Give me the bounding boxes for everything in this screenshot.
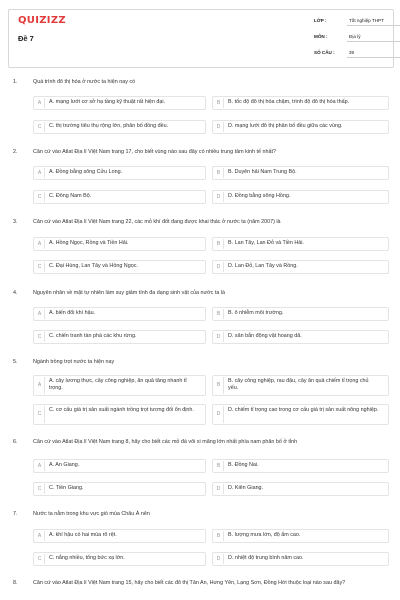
option-text: A. An Giang. [49, 462, 80, 468]
answer-option-b[interactable] [212, 459, 389, 473]
answer-option-a[interactable] [33, 307, 206, 321]
option-text: D. mạng lưới đô thị phân bố đều giữa các vùng. [228, 123, 343, 129]
question-text: Căn cứ vào Atlat Địa lí Việt Nam trang 15, hãy cho biết các đô thị Tân An, Hưng Yên, Lạng Sơn, Đồng Hới thuộc loại nào sau đây? [33, 580, 346, 586]
question-number: 8. [13, 580, 18, 586]
question-text: Căn cứ vào Atlat Địa lí Việt Nam trang 17, cho biết vùng nào sau đây có nhiều trung tâm kinh tế nhất? [33, 149, 276, 155]
answer-option-b[interactable] [212, 166, 389, 180]
answer-option-a[interactable] [33, 96, 206, 110]
question-text: Căn cứ vào Atlat Địa lí Việt Nam trang 22, các mỏ khí đốt đang được khai thác ở nước ta (năm 2007) là [33, 219, 281, 225]
option-text: D. săn bắn động vật hoang dã. [228, 333, 302, 339]
question-text: Nước ta nằm trong khu vực gió mùa Châu Á nên [33, 511, 150, 517]
answer-option-b[interactable] [212, 375, 389, 396]
option-letter: A [35, 461, 45, 471]
question-number: 6. [13, 439, 18, 445]
answer-option-d[interactable] [212, 482, 389, 496]
answer-option-d[interactable] [212, 330, 389, 344]
class-underline [347, 25, 400, 26]
option-text: B. tốc độ đô thị hóa chậm, trình độ đô thị hóa thấp. [228, 99, 350, 105]
option-letter: B [214, 377, 224, 394]
answer-option-a[interactable] [33, 459, 206, 473]
option-text: C. nắng nhiều, tổng bức xạ lớn. [49, 555, 125, 561]
answer-option-c[interactable] [33, 260, 206, 274]
answer-option-d[interactable] [212, 120, 389, 134]
option-letter: B [214, 168, 224, 178]
question-text: Quá trình đô thị hóa ở nước ta hiện nay có [33, 79, 136, 85]
answer-option-c[interactable] [33, 482, 206, 496]
option-text: B. ô nhiễm môi trường. [228, 310, 284, 316]
option-letter: C [35, 554, 45, 564]
option-letter: D [214, 122, 224, 132]
option-letter: C [35, 332, 45, 342]
option-text: A. mạng lưới cơ sở hạ tầng kỹ thuật rất hiện đại. [49, 99, 166, 105]
option-text: D. Kiên Giang. [228, 485, 264, 491]
answer-option-b[interactable] [212, 96, 389, 110]
option-text: C. thị trường tiêu thụ rộng lớn, phân bố đồng đều. [49, 123, 169, 129]
class-label: LỚP : [314, 18, 327, 23]
answer-option-d[interactable] [212, 260, 389, 274]
answer-option-c[interactable] [33, 552, 206, 566]
question-number: 7. [13, 511, 18, 517]
answer-option-d[interactable] [212, 552, 389, 566]
question-count-underline [347, 57, 400, 58]
option-text: A. khí hậu có hai mùa rõ rệt. [49, 532, 117, 538]
option-text: B. Duyên hải Nam Trung Bộ. [228, 169, 297, 175]
option-letter: D [214, 484, 224, 494]
option-text: B. cây công nghiệp, rau đậu, cây ăn quả chiếm tỉ trọng chủ yếu. [228, 378, 369, 391]
option-text: D. nhiệt độ trung bình năm cao. [228, 555, 304, 561]
answer-option-a[interactable] [33, 237, 206, 251]
option-letter: D [214, 332, 224, 342]
answer-option-c[interactable] [33, 404, 206, 425]
question-count-label: SỐ CÂU : [314, 50, 335, 55]
answer-option-b[interactable] [212, 307, 389, 321]
option-letter: D [214, 192, 224, 202]
option-text: D. chiếm tỉ trọng cao trong cơ cấu giá trị sản xuất nông nghiệp. [228, 407, 379, 413]
quizizz-logo: QUIZIZZ [18, 15, 66, 26]
option-text: D. Đồng bằng sông Hồng. [228, 193, 291, 199]
answer-option-b[interactable] [212, 529, 389, 543]
question-number: 5. [13, 359, 18, 365]
option-letter: A [35, 531, 45, 541]
option-letter: A [35, 98, 45, 108]
option-text: C. Tiền Giang. [49, 485, 84, 491]
answer-option-d[interactable] [212, 190, 389, 204]
option-letter: C [35, 262, 45, 272]
option-letter: D [214, 406, 224, 423]
question-number: 3. [13, 219, 18, 225]
option-text: A. Hồng Ngọc, Rồng và Tiền Hải. [49, 240, 129, 246]
answer-option-c[interactable] [33, 190, 206, 204]
answer-option-a[interactable] [33, 529, 206, 543]
option-letter: A [35, 239, 45, 249]
option-text: B. lượng mưa lớn, độ ẩm cao. [228, 532, 301, 538]
option-letter: A [35, 377, 45, 394]
page-title: Đề 7 [18, 34, 34, 43]
question-number: 4. [13, 290, 18, 296]
option-text: C. Đại Hùng, Lan Tây và Hồng Ngọc. [49, 263, 138, 269]
subject-underline [347, 41, 400, 42]
option-letter: D [214, 554, 224, 564]
question-number: 1. [13, 79, 18, 85]
answer-option-c[interactable] [33, 120, 206, 134]
option-text: B. Lan Tây, Lan Đỏ và Tiền Hải. [228, 240, 304, 246]
option-text: C. chiến tranh tàn phá các khu rừng. [49, 333, 137, 339]
option-text: A. cây lương thực, cây công nghiệp, ăn quả tăng nhanh tỉ trọng. [49, 378, 187, 391]
option-letter: B [214, 98, 224, 108]
option-letter: C [35, 122, 45, 132]
answer-option-a[interactable] [33, 166, 206, 180]
worksheet-header [8, 9, 394, 68]
subject-value: Địa lý [349, 34, 361, 39]
answer-option-a[interactable] [33, 375, 206, 396]
option-letter: A [35, 168, 45, 178]
option-text: C. Đông Nam Bộ. [49, 193, 92, 199]
option-letter: B [214, 461, 224, 471]
option-letter: B [214, 239, 224, 249]
answer-option-d[interactable] [212, 404, 389, 425]
question-text: Căn cứ vào Atlat Địa lí Việt Nam trang 8, hãy cho biết các mỏ đá vôi xi măng lớn nhất phía nam phân bố ở tỉnh [33, 439, 298, 445]
option-text: A. biến đổi khí hậu. [49, 310, 96, 316]
option-text: D. Lan Đỏ, Lan Tây và Rồng. [228, 263, 298, 269]
class-value: Tốt nghiệp THPT [349, 18, 384, 23]
answer-option-c[interactable] [33, 330, 206, 344]
question-text: Ngành trồng trọt nước ta hiện nay [33, 359, 115, 365]
option-letter: B [214, 309, 224, 319]
option-text: A. Đồng bằng sông Cửu Long. [49, 169, 123, 175]
subject-label: MÔN : [314, 34, 328, 39]
option-letter: D [214, 262, 224, 272]
answer-option-b[interactable] [212, 237, 389, 251]
question-text: Nguyên nhân về mặt tự nhiên làm suy giảm tính đa dạng sinh vật của nước ta là [33, 290, 226, 296]
option-text: B. Đồng Nai. [228, 462, 259, 468]
option-letter: C [35, 406, 45, 423]
option-letter: B [214, 531, 224, 541]
option-text: C. cơ cấu giá trị sản xuất ngành trồng trọt tương đối ổn định. [49, 407, 194, 413]
option-letter: C [35, 484, 45, 494]
option-letter: A [35, 309, 45, 319]
question-count-value: 39 [349, 50, 355, 55]
option-letter: C [35, 192, 45, 202]
question-number: 2. [13, 149, 18, 155]
